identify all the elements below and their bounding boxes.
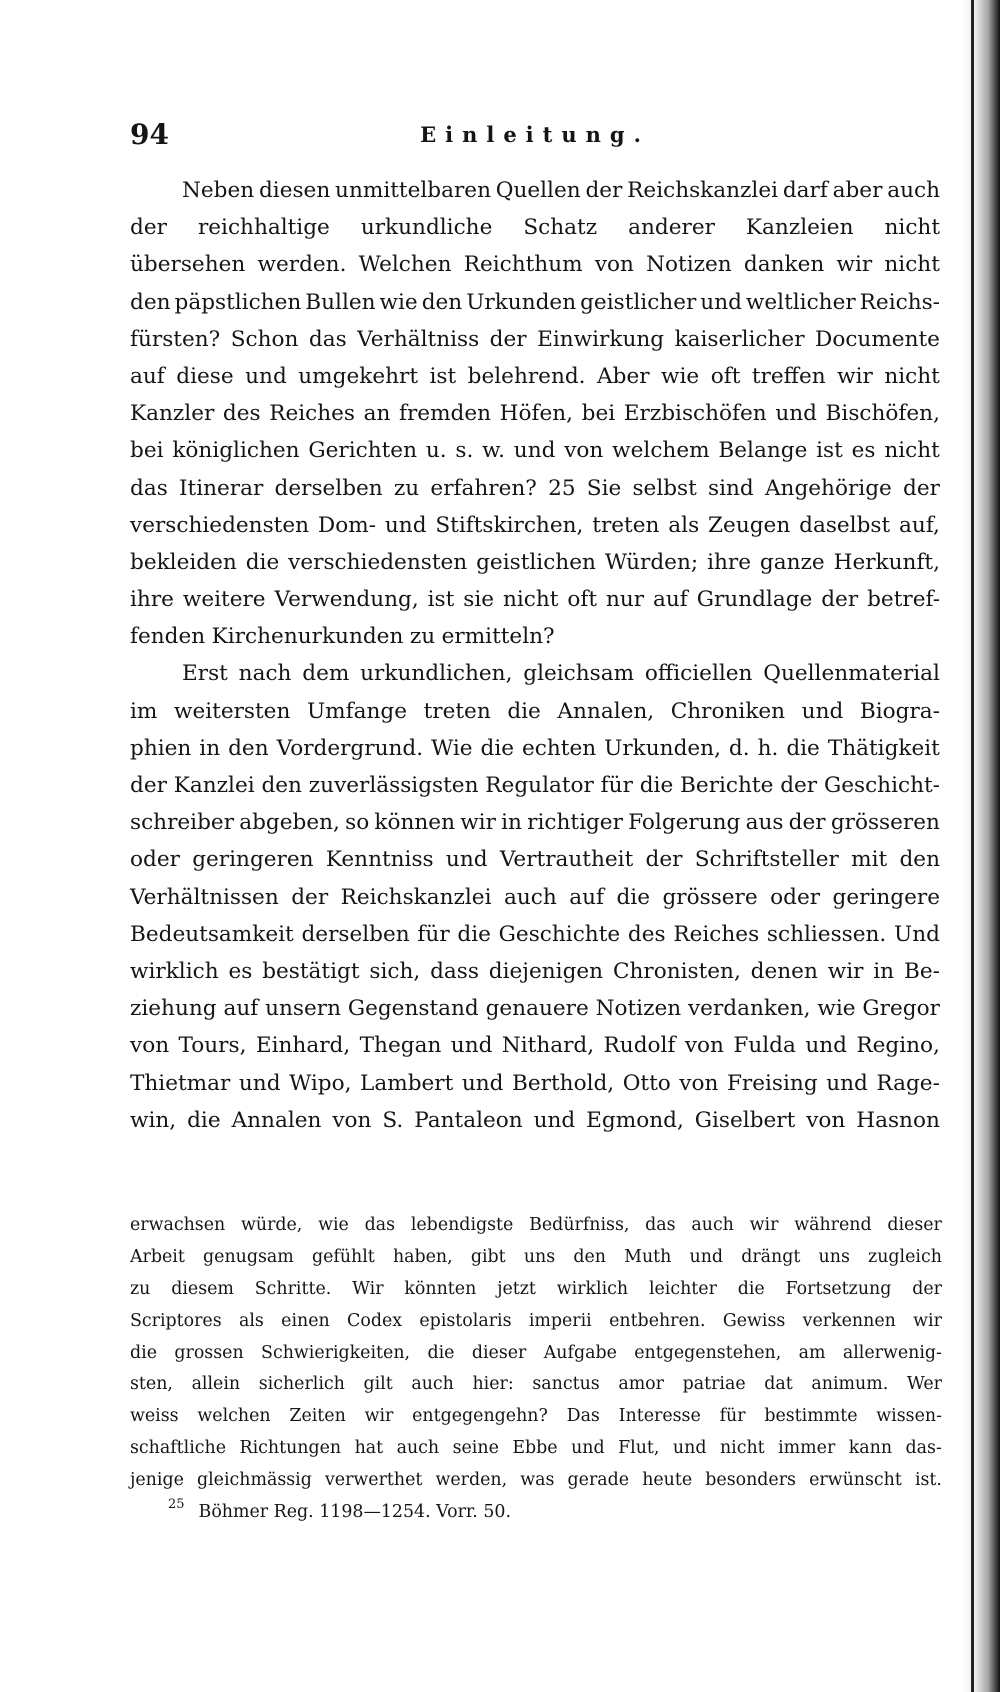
text-line: verschiedensten Dom- und Stiftskirchen, treten als Zeugen daselbst auf,: [130, 512, 940, 538]
footnote-line: Arbeit genugsam gefühlt haben, gibt uns den Muth und drängt uns zugleich: [130, 1246, 942, 1267]
text-line: oder geringeren Kenntniss und Vertrautheit der Schriftsteller mit den: [130, 847, 940, 873]
text-line: win, die Annalen von S. Pantaleon und Egmond, Giselbert von Hasnon: [130, 1107, 940, 1133]
text-line: Neben diesen unmittelbaren Quellen der Reichskanzlei darf aber auch: [182, 178, 940, 203]
text-line: Kanzler des Reiches an fremden Höfen, bei Erzbischöfen und Bischöfen,: [130, 401, 940, 427]
text-line: phien in den Vordergrund. Wie die echten Urkunden, d. h. die Thätigkeit: [130, 735, 940, 761]
footnote-line: weiss welchen Zeiten wir entgegengehn? Das Interesse für bestimmte wissen-: [130, 1406, 942, 1427]
text-line: fürsten? Schon das Verhältniss der Einwirkung kaiserlicher Documente: [130, 326, 940, 352]
footnote-line: schaftliche Richtungen hat auch seine Ebbe und Flut, und nicht immer kann das-: [130, 1438, 942, 1459]
footnote-reference-text: Böhmer Reg. 1198—1254. Vorr. 50.: [198, 1502, 512, 1523]
footnote-line: erwachsen würde, wie das lebendigste Bedürfniss, das auch wir während dieser: [130, 1215, 942, 1235]
running-head: Einleitung.: [420, 122, 650, 147]
page-edge-line: [971, 0, 974, 1692]
text-line: Verhältnissen der Reichskanzlei auch auf die grössere oder geringere: [130, 884, 940, 910]
text-line: bekleiden die verschiedensten geistlichen Würden; ihre ganze Herkunft,: [130, 549, 940, 575]
text-line: fenden Kirchenurkunden zu ermitteln?: [130, 624, 555, 650]
page-edge-shadow: [960, 0, 1000, 1692]
footnote-line: jenige gleichmässig verwerthet werden, was gerade heute besonders erwünscht ist.: [130, 1470, 942, 1491]
text-line: Bedeutsamkeit derselben für die Geschichte des Reiches schliessen. Und: [130, 921, 940, 947]
text-line: ihre weitere Verwendung, ist sie nicht oft nur auf Grundlage der betref-: [130, 587, 940, 613]
paragraph: [130, 172, 940, 655]
text-line: der reichhaltige urkundliche Schatz anderer Kanzleien nicht: [130, 215, 940, 241]
text-line: von Tours, Einhard, Thegan und Nithard, Rudolf von Fulda und Regino,: [130, 1033, 940, 1059]
footnote-separator: [130, 1186, 940, 1188]
text-line: ziehung auf unsern Gegenstand genauere Notizen verdanken, wie Gregor: [130, 996, 940, 1022]
text-line: Thietmar und Wipo, Lambert und Berthold, Otto von Freising und Rage-: [130, 1070, 940, 1096]
footnotes: [130, 1210, 942, 1529]
text-line: der Kanzlei den zuverlässigsten Regulator für die Berichte der Geschicht-: [130, 773, 940, 798]
text-line: schreiber abgeben, so können wir in richtiger Folgerung aus der grösseren: [130, 810, 940, 836]
footnote-reference: [130, 1497, 942, 1529]
text-line: wirklich es bestätigt sich, dass diejenigen Chronisten, denen wir in Be-: [130, 958, 940, 984]
footnote-line: zu diesem Schritte. Wir könnten jetzt wirklich leichter die Fortsetzung der: [130, 1278, 942, 1299]
footnote-marker: 25: [168, 1497, 185, 1513]
text-line: das Itinerar derselben zu erfahren? 25 Sie selbst sind Angehörige der: [130, 475, 940, 501]
main-text: [130, 172, 940, 1139]
page-header: [130, 118, 940, 152]
footnote-line: sten, allein sicherlich gilt auch hier: sanctus amor patriae dat animum. Wer: [130, 1374, 942, 1395]
text-line: Erst nach dem urkundlichen, gleichsam officiellen Quellenmaterial: [182, 661, 940, 687]
footnote-line: Scriptores als einen Codex epistolaris imperii entbehren. Gewiss verkennen wir: [130, 1310, 942, 1331]
paragraph: [130, 655, 940, 1138]
text-line: den päpstlichen Bullen wie den Urkunden geistlicher und weltlicher Reichs-: [130, 289, 940, 315]
text-line: im weitersten Umfange treten die Annalen, Chroniken und Biogra-: [130, 698, 940, 724]
text-line: auf diese und umgekehrt ist belehrend. Aber wie oft treffen wir nicht: [130, 363, 940, 389]
text-line: übersehen werden. Welchen Reichthum von Notizen danken wir nicht: [130, 252, 940, 278]
page-number: 94: [130, 118, 169, 151]
footnote-line: die grossen Schwierigkeiten, die dieser Aufgabe entgegenstehen, am allerwenig-: [130, 1342, 942, 1363]
text-line: bei königlichen Gerichten u. s. w. und von welchem Belange ist es nicht: [130, 438, 940, 464]
